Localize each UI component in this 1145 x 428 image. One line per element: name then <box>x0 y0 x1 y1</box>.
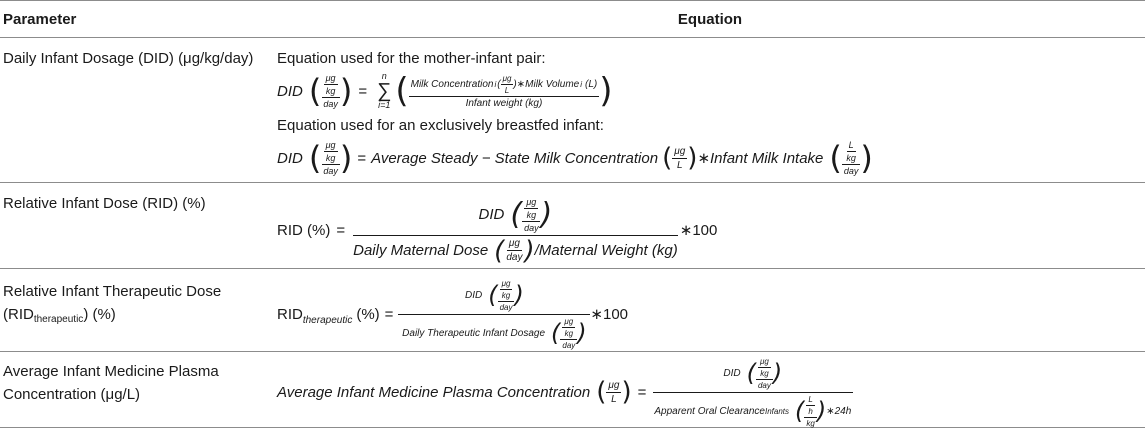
row-divider <box>0 351 1145 352</box>
header-equation: Equation <box>677 11 743 28</box>
unit-ugkg-per-day: $\frac{\frac{\mu g}{kg}}{\text{day}}$ <box>323 73 338 109</box>
param-did: Daily Infant Dosage (DID) (μg/kg/day) <box>3 50 254 67</box>
equation-rid-therapeutic: RID therapeutic (%) = DID ( $\frac{\frac{\mu g}{kg}}{\text{day}}$ ) Daily Therapeutic Infant Dosage ( $\frac{\frac{\mu g}{kg}}{\text{day}}$ ) ∗100 <box>277 278 629 350</box>
row-divider <box>0 182 1145 183</box>
summation: n ∑ i=1 <box>377 71 392 110</box>
table-header <box>0 0 1145 38</box>
equation-aimpc: Average Infant Medicine Plasma Concentration ( $\frac{\mu g}{L}$ ) = DID ( $\frac{\frac{\mu g}{kg}}{\text{day}}$ ) Apparent Oral Clearance Infants ( $\frac{\frac{L}{h}}{kg}$ ) ∗24h <box>277 356 852 428</box>
equation-did-exclusive: DID ( $\frac{\frac{\mu g}{kg}}{\text{day}}$ ) = Average Steady − State Milk Concentration ( $\frac{\mu g}{L}$ ) ∗ Infant Milk Intake ( $\frac{\frac{L}{kg}}{\text{day}}$ ) <box>277 139 873 177</box>
row-divider <box>0 268 1145 269</box>
param-rid: Relative Infant Dose (RID) (%) <box>3 195 206 212</box>
unit-group: ( $\frac{\frac{\mu g}{kg}}{\text{day}}$ ) <box>308 72 353 110</box>
fraction-rid-therapeutic: DID ( $\frac{\frac{\mu g}{kg}}{\text{day}}$ ) Daily Therapeutic Infant Dosage ( $\frac{\frac{\mu g}{kg}}{\text{day}}$ ) <box>398 279 590 350</box>
sym-did: DID <box>277 82 303 100</box>
param-aimpc: Average Infant Medicine Plasma Concentration (μg/L) <box>3 363 219 403</box>
fraction-milk-over-weight: Milk Concentration i ( $\frac{\mu g}{L}$ ) ∗ Milk Volume i (L) Infant weight (kg) <box>410 73 598 109</box>
equation-did-pair: DID ( $\frac{\frac{\mu g}{kg}}{\text{day}}$ ) = n ∑ i=1 ( Milk Concentration i ( $\frac{\mu g}{L}$ ) ∗ Milk Volume i (L) Infant weight (kg) ) <box>277 71 613 111</box>
text-mother-infant-pair: Equation used for the mother-infant pair: <box>277 50 546 67</box>
equation-rid: RID (%) = DID ( $\frac{\frac{\mu g}{kg}}{\text{day}}$ ) Daily Maternal Dose ( $\frac{\mu g}{\text{day}}$ ) / Maternal Weight ( kg ) ∗100 <box>277 196 718 266</box>
text-exclusively-breastfed: Equation used for an exclusively breastfed infant: <box>277 117 604 134</box>
param-rid-therapeutic: Relative Infant Therapeutic Dose $(RID_{therapeutic})$ (%) <box>3 283 222 325</box>
fraction-rid: DID ( $\frac{\frac{\mu g}{kg}}{\text{day}}$ ) Daily Maternal Dose ( $\frac{\mu g}{\text{day}}$ ) / Maternal Weight ( kg ) <box>353 196 678 266</box>
header-parameter: Parameter <box>3 11 77 28</box>
fraction-aimpc: DID ( $\frac{\frac{\mu g}{kg}}{\text{day}}$ ) Apparent Oral Clearance Infants ( $\frac{\frac{L}{h}}{kg}$ ) ∗24h <box>654 356 852 428</box>
